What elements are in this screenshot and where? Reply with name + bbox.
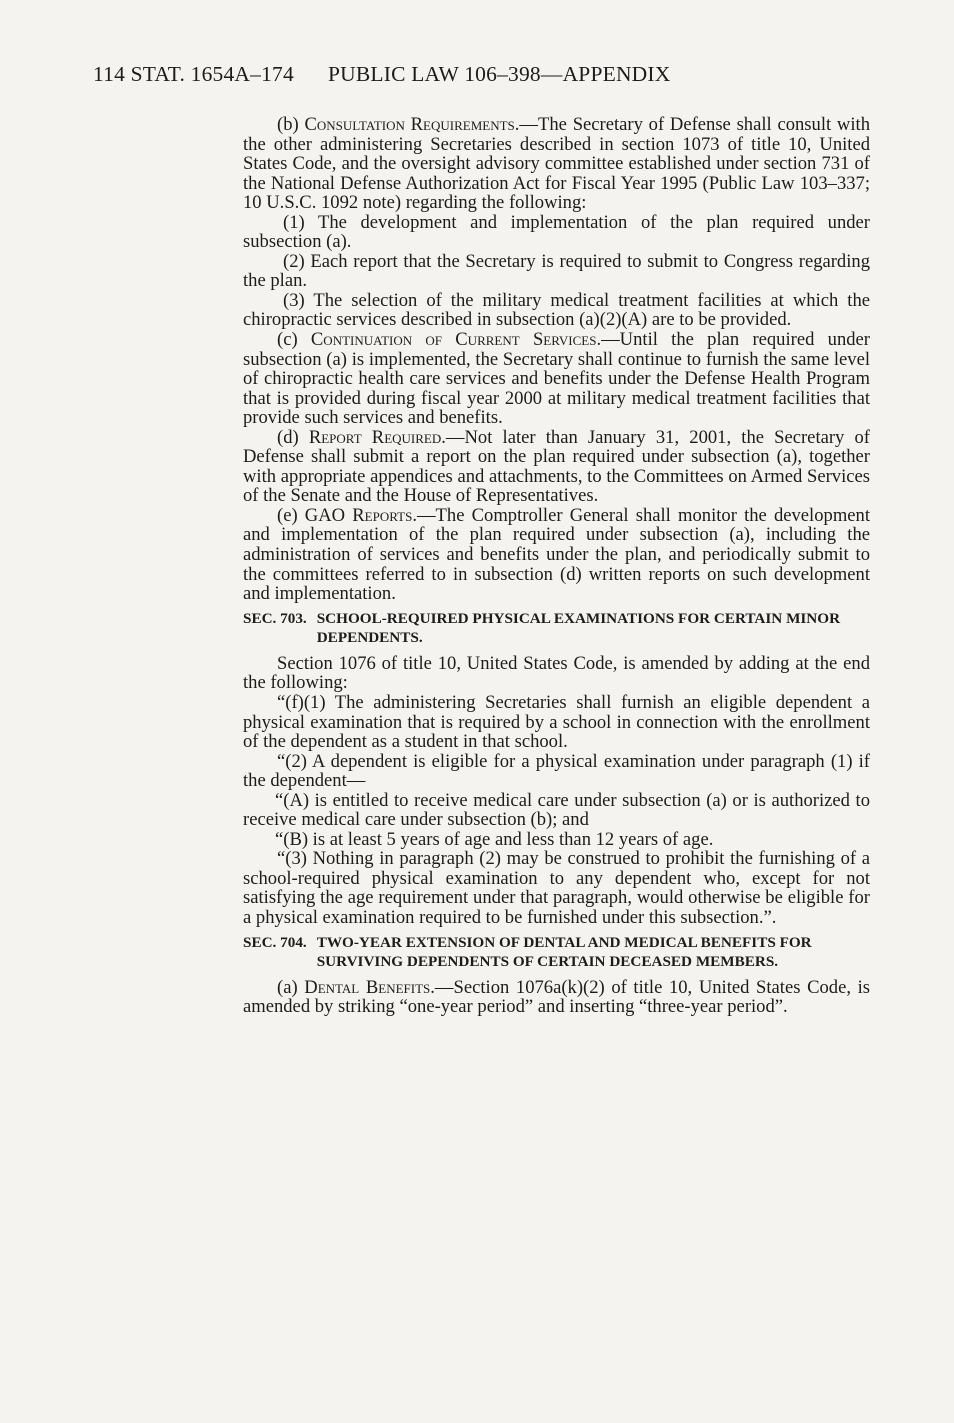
section-number: SEC. 704.	[243, 933, 307, 951]
subsection-heading: Consultation Requirements	[304, 114, 515, 135]
subsection-c: (c) Continuation of Current Services.—Until the plan required under subsection (a) is implemented, the Secretary shall continue to furnish the same level of chiropractic health care services and benefits under the Defense Health Program that is provided during fiscal year 2000 at military medical treatment facilities that provide such services and benefits.	[243, 329, 870, 429]
subsection-heading: Dental Benefits	[304, 976, 431, 998]
section-703-intro: Section 1076 of title 10, United States Code, is amended by adding at the end the following:	[243, 652, 870, 694]
section-704-heading	[243, 933, 870, 972]
subparagraph-B: “(B) is at least 5 years of age and less than 12 years of age.	[275, 828, 714, 850]
subsection-e: (e) GAO Reports.—The Comptroller General shall monitor the development and implementation of the plan required under subsection (a), including the administration of services and benefits under the plan, and periodically submit to the committees referred to in subsection (d) written reports on such development and implementation.	[243, 504, 870, 605]
paragraph-b2: (2) Each report that the Secretary is required to submit to Congress regarding the plan.	[243, 250, 870, 292]
subparagraph-A: “(A) is entitled to receive medical care under subsection (a) or is authorized to receive medical care under subsection (b); and	[243, 789, 870, 831]
subsection-heading: Continuation of Current Services	[310, 329, 597, 351]
paragraph-f2: “(2) A dependent is eligible for a physical examination under paragraph (1) if the dependent—	[243, 750, 870, 792]
running-header	[93, 62, 670, 87]
paragraph-f3: “(3) Nothing in paragraph (2) may be construed to prohibit the furnishing of a school-required physical examination to any dependent who, except for not satisfying the age requirement under that paragraph, would otherwise be eligible for a physical examination required to be furnished under this subsection.”.	[243, 848, 870, 928]
paragraph-b3: (3) The selection of the military medical treatment facilities at which the chiropractic services described in subsection (a)(2)(A) are to be provided.	[243, 289, 870, 331]
subsection-d: (d) Report Required.—Not later than January 31, 2001, the Secretary of Defense shall submit a report on the plan required under subsection (a), together with appropriate appendices and attachments, to the Committees on Armed Services of the Senate and the House of Representatives.	[243, 426, 870, 507]
subsection-a-dental: (a) Dental Benefits.—Section 1076a(k)(2) of title 10, United States Code, is amended by striking “one-year period” and inserting “three-year period”.	[243, 976, 870, 1018]
section-title: SCHOOL-REQUIRED PHYSICAL EXAMINATIONS FOR CERTAIN MINOR DEPENDENTS.	[316, 609, 841, 647]
document-body	[243, 115, 870, 1017]
law-title: PUBLIC LAW 106–398—APPENDIX	[327, 62, 671, 86]
paragraph-b1: (1) The development and implementation of the plan required under subsection (a).	[243, 211, 870, 253]
section-703-heading	[243, 609, 870, 648]
subsection-heading: Report Required	[308, 426, 442, 448]
section-title: TWO-YEAR EXTENSION OF DENTAL AND MEDICAL BENEFITS FOR SURVIVING DEPENDENTS OF CERTAIN DECEASED MEMBERS.	[316, 933, 812, 971]
page-reference: 114 STAT. 1654A–174	[93, 62, 294, 86]
subsection-heading: Reports	[352, 504, 413, 526]
paragraph-f1: “(f)(1) The administering Secretaries shall furnish an eligible dependent a physical examination that is required by a school in connection with the enrollment of the dependent as a student in that school.	[243, 691, 870, 753]
section-number: SEC. 703.	[243, 609, 307, 627]
subsection-b: (b) Consultation Requirements.—The Secretary of Defense shall consult with the other administering Secretaries described in section 1073 of title 10, United States Code, and the oversight advisory committee established under section 731 of the National Defense Authorization Act for Fiscal Year 1995 (Public Law 103–337; 10 U.S.C. 1092 note) regarding the following:	[243, 114, 870, 214]
